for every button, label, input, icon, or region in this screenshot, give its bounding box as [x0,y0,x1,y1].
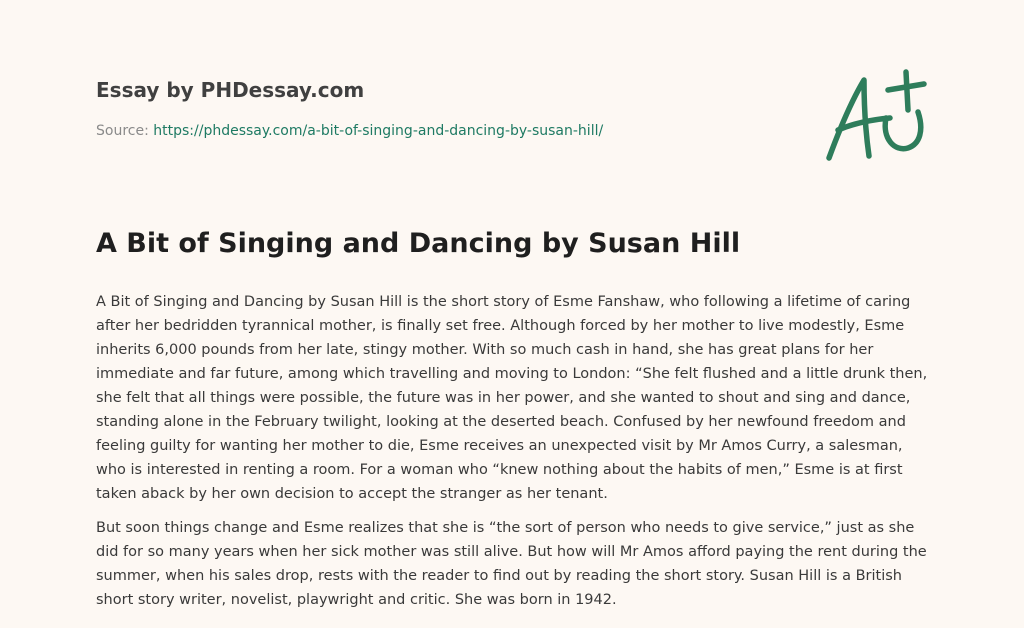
source-label: Source: [96,123,149,139]
article-paragraph: A Bit of Singing and Dancing by Susan Hill is the short story of Esme Fanshaw, who following a lifetime of caring after her bedridden tyrannical mother, is finally set free. Although forced by her mother to live modestly, Esme inherits 6,000 pounds from her late, stingy mother. With so much cash in hand, she has great plans for her immediate and far future, among which travelling and moving to London: “She felt flushed and a little drunk then, she felt that all things were possible, the future was in her power, and she wanted to shout and sing and dance, standing alone in the February twilight, looking at the deserted beach. Confused by her newfound freedom and feeling guilty for wanting her mother to die, Esme receives an unexpected visit by Mr Amos Curry, a salesman, who is interested in renting a room. For a woman who “knew nothing about the habits of men,” Esme is at first taken aback by her own decision to accept the stranger as her tenant. [96,294,928,502]
article [96,226,932,622]
page-header [96,76,736,141]
a-plus-grade-svg [820,68,932,166]
article-title: A Bit of Singing and Dancing by Susan Hill [96,228,741,259]
source-link[interactable]: https://phdessay.com/a-bit-of-singing-and-dancing-by-susan-hill/ [153,123,604,139]
article-paragraph: But soon things change and Esme realizes that she is “the sort of person who needs to give service,” just as she did for so many years when her sick mother was still alive. But how will Mr Amos afford paying the rent during the summer, when his sales drop, rests with the reader to find out by reading the short story. Susan Hill is a British short story writer, novelist, playwright and critic. She was born in 1942. [96,520,927,608]
a-plus-grade-icon [820,68,932,166]
source-line [96,121,736,141]
brand-title: Essay by PHDessay.com [96,78,365,102]
